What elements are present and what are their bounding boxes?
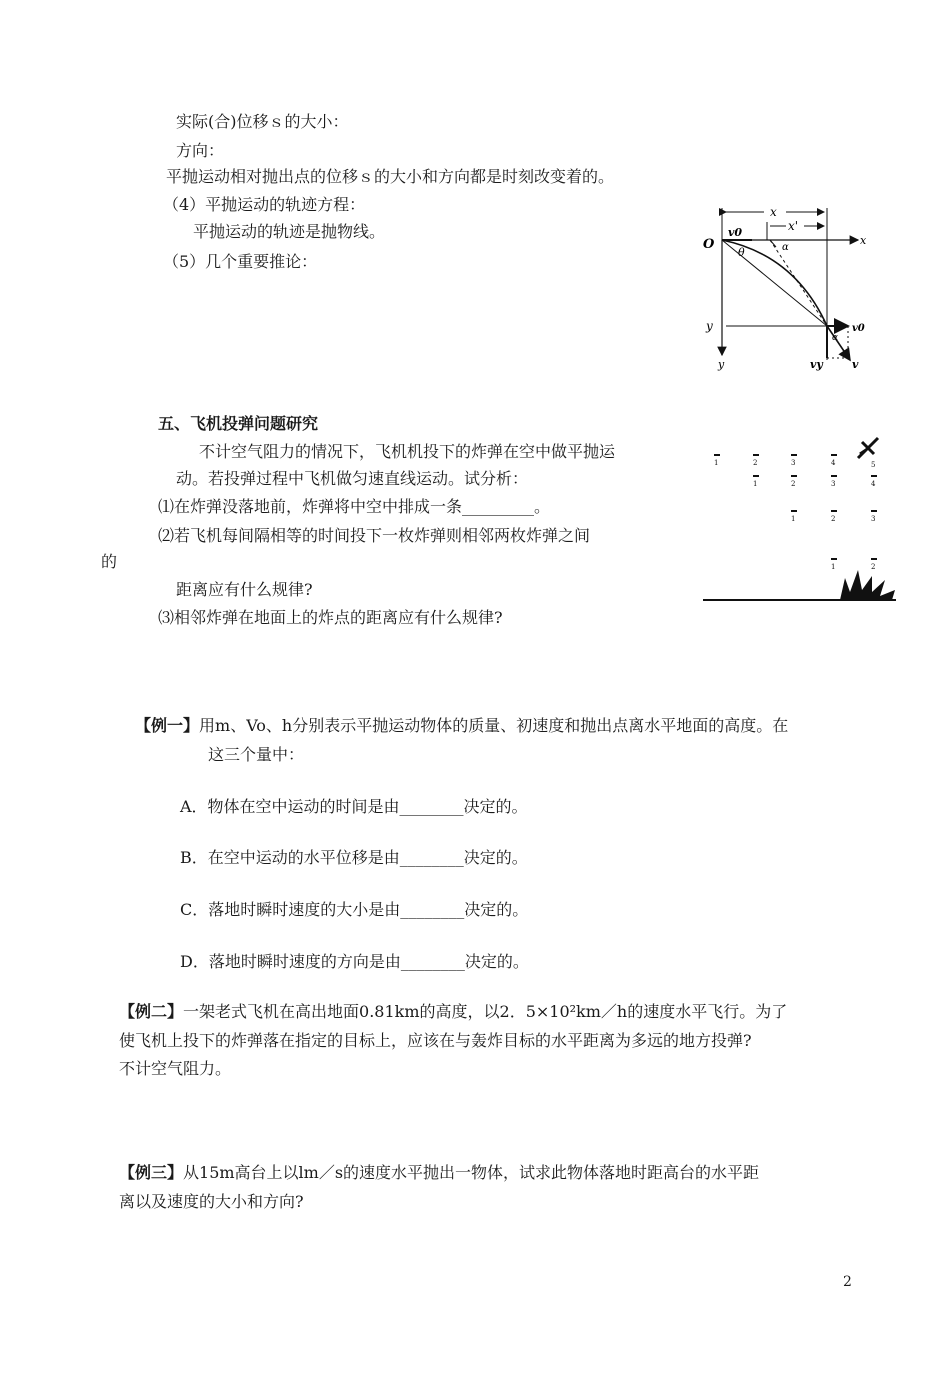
vy-label: vy xyxy=(810,358,823,371)
v0-origin-label: v0 xyxy=(728,226,743,239)
question-3: ⑶相邻炸弹在地面上的炸点的距离应有什么规律? xyxy=(158,608,503,627)
bomb-r1-5: 5 xyxy=(871,461,876,469)
example-2-label: 【例二】 xyxy=(119,1002,184,1021)
bomb-drop-diagram xyxy=(700,430,900,610)
bomb-r4-2: 2 xyxy=(871,563,876,571)
v-label: v xyxy=(852,358,859,371)
trajectory-diagram xyxy=(700,200,875,400)
question-2-line1: ⑵若飞机每间隔相等的时间投下一枚炸弹则相邻两枚炸弹之间 xyxy=(158,526,591,545)
bomb-r2-3: 3 xyxy=(831,480,836,488)
example-2-line2: 使飞机上投下的炸弹落在指定的目标上，应该在与轰炸目标的水平距离为多远的地方投弹? xyxy=(119,1031,752,1050)
question-2-line3: 距离应有什么规律? xyxy=(176,580,313,599)
example-2-text: 一架老式飞机在高出地面0.81km的高度，以2．5×10²km／h的速度水平飞行。为了 xyxy=(183,1002,788,1021)
example-1-line1 xyxy=(135,716,788,736)
x-prime-label: x' xyxy=(788,219,799,233)
v0-point-label: v0 xyxy=(852,323,865,334)
example-3-label: 【例三】 xyxy=(119,1163,184,1182)
example-3-text: 从15m高台上以lm／s的速度水平抛出一物体，试求此物体落地时距高台的水平距 xyxy=(183,1163,760,1182)
item-4-text: 平抛运动的轨迹是抛物线。 xyxy=(193,222,386,241)
example-1-text: 用m、Vo、h分别表示平抛运动物体的质量、初速度和抛出点离水平地面的高度。在 xyxy=(199,716,789,735)
example-1-option-c: C．落地时瞬时速度的大小是由________决定的。 xyxy=(180,900,529,919)
example-3-line1 xyxy=(119,1163,759,1183)
bomb-r1-4: 4 xyxy=(831,459,836,467)
disp-size-line: 实际(合)位移ｓ的大小： xyxy=(176,112,349,131)
item-4-heading: （4）平抛运动的轨迹方程： xyxy=(163,195,366,214)
section-5-heading: 五、飞机投弹问题研究 xyxy=(158,414,319,433)
direction-line: 方向： xyxy=(176,141,225,160)
example-2-line3: 不计空气阻力。 xyxy=(119,1059,232,1078)
bomb-r1-2: 2 xyxy=(753,459,758,467)
airplane-icon xyxy=(858,438,878,458)
alpha-point-label: α xyxy=(832,333,839,343)
sec5-para-line2: 动。若投弹过程中飞机做匀速直线运动。试分析： xyxy=(176,469,529,488)
question-1: ⑴在炸弹没落地前，炸弹将中空中排成一条_________。 xyxy=(158,497,551,516)
page-number: 2 xyxy=(843,1274,852,1290)
bomb-r2-1: 1 xyxy=(753,480,758,488)
y-axis-label: y xyxy=(718,358,725,371)
question-2-line2: 的 xyxy=(101,552,118,571)
origin-label: O xyxy=(703,237,715,252)
example-3-line2: 离以及速度的大小和方向? xyxy=(119,1192,304,1211)
bomb-r3-2: 2 xyxy=(831,515,836,523)
bomb-r4-1: 1 xyxy=(831,563,836,571)
bomb-r2-2: 2 xyxy=(791,480,796,488)
bomb-r3-1: 1 xyxy=(791,515,796,523)
explosion-icon xyxy=(840,570,895,600)
displacement-note: 平抛运动相对抛出点的位移ｓ的大小和方向都是时刻改变着的。 xyxy=(166,167,615,186)
x-axis-label: x xyxy=(860,234,867,247)
example-1-label: 【例一】 xyxy=(135,716,200,735)
example-1-option-a: A．物体在空中运动的时间是由________决定的。 xyxy=(180,797,528,816)
bomb-r2-4: 4 xyxy=(871,480,876,488)
bomb-r3-3: 3 xyxy=(871,515,876,523)
bomb-r1-3: 3 xyxy=(791,459,796,467)
item-5-heading: （5）几个重要推论： xyxy=(163,252,318,271)
y-dim-label: y xyxy=(706,319,713,333)
example-1-option-b: B．在空中运动的水平位移是由________决定的。 xyxy=(180,848,528,867)
sec5-para-line1: 不计空气阻力的情况下，飞机机投下的炸弹在空中做平抛运 xyxy=(199,442,616,461)
example-2-line1 xyxy=(119,1002,787,1022)
example-1-option-d: D．落地时瞬时速度的方向是由________决定的。 xyxy=(180,952,529,971)
alpha-top-label: α xyxy=(782,242,789,253)
x-dim-label: x xyxy=(770,205,777,219)
theta-label: θ xyxy=(738,246,745,259)
example-1-line2: 这三个量中： xyxy=(208,745,305,764)
bomb-r1-1: 1 xyxy=(714,459,719,467)
